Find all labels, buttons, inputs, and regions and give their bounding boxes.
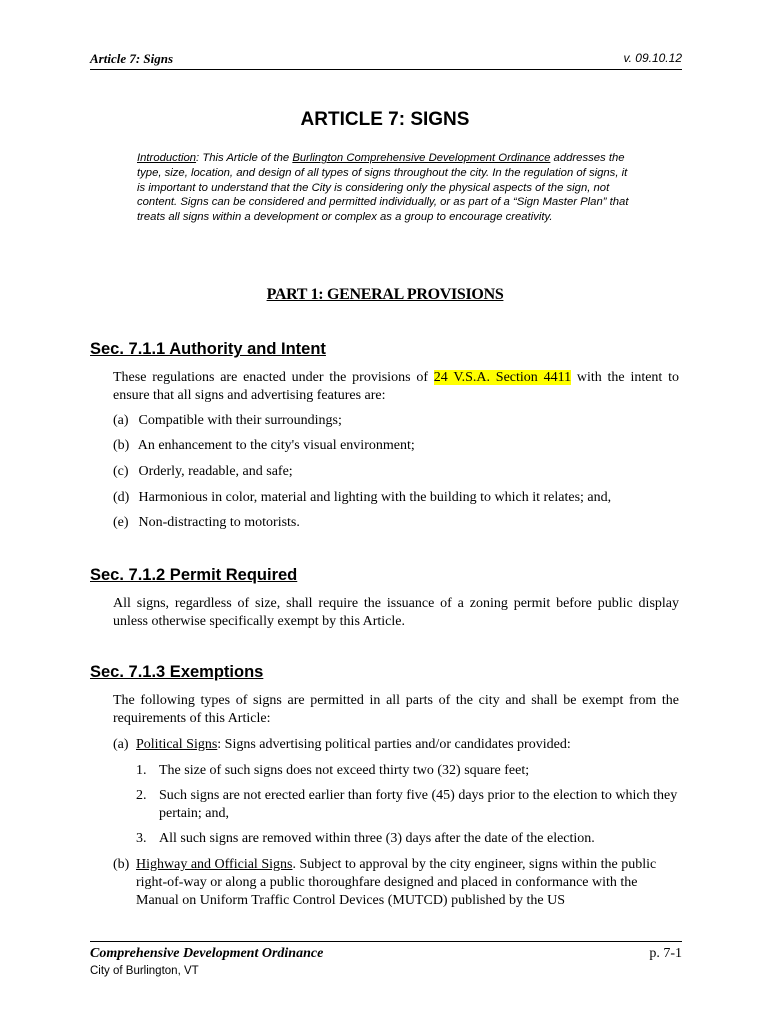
- section-heading-7-1-1: Sec. 7.1.1 Authority and Intent: [90, 340, 326, 358]
- item-text: All such signs are removed within three (3) days after the date of the election.: [159, 831, 595, 846]
- list-item: [113, 412, 679, 430]
- intro-label: Introduction: [137, 152, 197, 164]
- section-7-1-2-paragraph: All signs, regardless of size, shall require the issuance of a zoning permit before public display unless otherwise specifically exempt by this Article.: [113, 596, 679, 629]
- highway-signs-term: Highway and Official Signs: [136, 857, 293, 872]
- list-item-text: Harmonious in color, material and lighting with the building to which it relates; and,: [138, 490, 612, 505]
- list-item: [113, 736, 679, 754]
- ordinance-link[interactable]: Burlington Comprehensive Development Ordinance: [292, 152, 551, 164]
- list-item-label: (c): [113, 464, 129, 479]
- paragraph-text: These regulations are enacted under the provisions of: [113, 370, 434, 385]
- section-7-1-1-paragraph: [113, 369, 679, 405]
- footer-ordinance-title: Comprehensive Development Ordinance: [90, 946, 324, 961]
- list-item-text: : Signs advertising political parties and/or candidates provided:: [217, 737, 571, 752]
- section-heading-7-1-3: Sec. 7.1.3 Exemptions: [90, 663, 264, 681]
- list-item-label: (a): [113, 413, 129, 428]
- statute-reference-highlight: 24 V.S.A. Section 4411: [433, 370, 572, 385]
- numbered-item: [136, 762, 681, 780]
- part-heading: PART 1: GENERAL PROVISIONS: [266, 286, 504, 303]
- header-article-title: Article 7: Signs: [90, 51, 174, 66]
- list-item-label: (b): [113, 438, 130, 453]
- item-text: The size of such signs does not exceed thirty two (32) square feet;: [159, 763, 530, 778]
- page-title: ARTICLE 7: SIGNS: [300, 109, 470, 130]
- list-item-text: Compatible with their surroundings;: [138, 413, 342, 428]
- section-7-1-3-paragraph: The following types of signs are permitted in all parts of the city and shall be exempt from the requirements of this Article:: [113, 693, 679, 726]
- intro-text-1: : This Article of the: [196, 152, 293, 164]
- list-item: [113, 489, 679, 507]
- item-number: 3.: [136, 831, 147, 846]
- list-item-text: Orderly, readable, and safe;: [138, 464, 293, 479]
- page-footer: [90, 941, 682, 977]
- item-text: Such signs are not erected earlier than forty five (45) days prior to the election to which they pertain; and,: [159, 788, 678, 821]
- list-item-label: (d): [113, 490, 130, 505]
- list-item-label: (a): [113, 737, 129, 752]
- list-item: [113, 514, 679, 532]
- introduction-paragraph: [137, 151, 632, 225]
- item-number: 1.: [136, 763, 147, 778]
- list-item: [113, 856, 679, 910]
- list-item-text: . Subject to approval by the city engineer, signs within the public right-of-way or along a public thoroughfare designed and placed in conformance with the Manual on Uniform Traffic Control Devices (MUTCD) published by the US: [136, 857, 657, 908]
- list-item: [113, 437, 679, 455]
- page-number: p. 7-1: [649, 946, 682, 961]
- numbered-item: [136, 830, 681, 848]
- political-signs-term: Political Signs: [136, 737, 218, 752]
- page-header: [90, 49, 682, 70]
- list-item-text: Non-distracting to motorists.: [138, 515, 300, 530]
- numbered-item: [136, 787, 681, 823]
- footer-city: City of Burlington, VT: [90, 965, 199, 977]
- list-item-label: (e): [113, 515, 129, 530]
- header-version: v. 09.10.12: [623, 51, 682, 65]
- section-heading-7-1-2: Sec. 7.1.2 Permit Required: [90, 566, 298, 584]
- paragraph-text: with the intent to ensure that all signs and advertising features are:: [113, 370, 680, 403]
- item-number: 2.: [136, 788, 147, 803]
- list-item-label: (b): [113, 857, 130, 872]
- intro-text-2: addresses the type, size, location, and design of all types of signs throughout the city. In the regulation of signs, it is important to understand that the City is considering only the physical aspects of the sign, not content. Signs can be considered and permitted individually, or as part of a “Sign Master Plan” that treats all signs within a development or complex as a group to encourage creativity.: [137, 152, 629, 224]
- list-item: [113, 463, 679, 481]
- list-item-text: An enhancement to the city's visual environment;: [137, 438, 415, 453]
